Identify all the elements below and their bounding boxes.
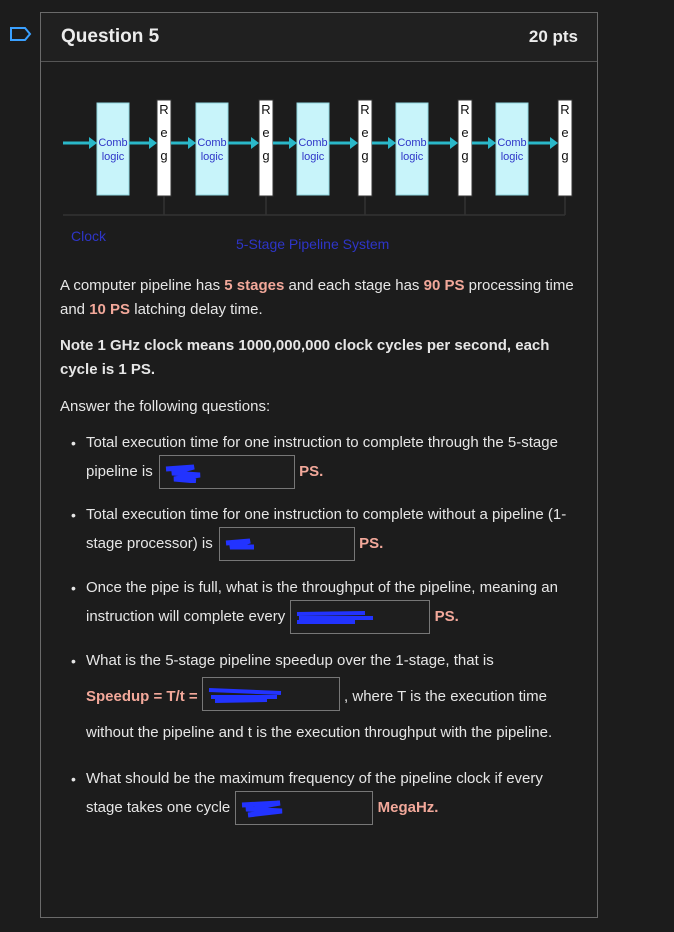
clock-label: Clock — [71, 228, 107, 244]
unit-label-2: PS. — [359, 534, 384, 552]
clock-note: Note 1 GHz clock means 1000,000,000 clock cycles per second, each cycle is 1 PS. — [60, 337, 550, 378]
arrow-head-icon — [289, 137, 297, 149]
unit-label-3: PS. — [434, 607, 459, 625]
answer-input-1[interactable] — [159, 455, 295, 489]
question-header — [41, 13, 597, 62]
comb-label: Comb — [98, 137, 128, 149]
arrow-head-icon — [188, 137, 196, 149]
reg-letter: g — [160, 148, 168, 163]
reg-letter: e — [461, 125, 469, 140]
question-item-4: • What is the 5-stage pipeline speedup over the 1-stage, that is Speedup = T/t = , where T is the execution time without the pipeline and t is the execution throughput with the pipeline. — [86, 649, 576, 745]
reg-letter: R — [261, 102, 271, 117]
answer-input-2[interactable] — [219, 527, 355, 561]
comb-logic-block — [496, 103, 528, 195]
reg-letter: R — [360, 102, 370, 117]
arrow-head-icon — [89, 137, 97, 149]
reg-letter: R — [460, 102, 470, 117]
bullet-dot-icon: • — [71, 580, 76, 596]
comb-label: Comb — [397, 137, 427, 149]
question-item-3: • Once the pipe is full, what is the throughput of the pipeline, meaning an instruction will complete every PS. — [86, 576, 576, 634]
logic-label: logic — [101, 151, 125, 163]
answer-input-3[interactable] — [290, 600, 430, 634]
question-item-1: • Total execution time for one instruction to complete through the 5-stage pipeline is PS. — [86, 431, 576, 489]
question-title: Question 5 — [61, 26, 160, 47]
latch-delay-highlight: 10 PS — [89, 301, 131, 318]
comb-logic-block — [97, 103, 129, 195]
bullet-dot-icon: • — [71, 435, 76, 451]
question-item-5: • What should be the maximum frequency of the pipeline clock if every stage takes one cycle MegaHz. — [86, 767, 576, 825]
answer-prompt: Answer the following questions: — [60, 398, 271, 415]
logic-label: logic — [301, 151, 325, 163]
diagram-caption: 5-Stage Pipeline System — [236, 236, 390, 252]
arrow-head-icon — [488, 137, 496, 149]
reg-letter: R — [560, 102, 570, 117]
question-item-2: • Total execution time for one instruction to complete without a pipeline (1-stage processor) is PS. — [86, 503, 576, 561]
intro-paragraph: A computer pipeline has 5 stages and each stage has 90 PS processing time and 10 PS latching delay time. — [60, 277, 574, 318]
question-points: 20 pts — [528, 27, 578, 46]
bullet-dot-icon: • — [71, 771, 76, 787]
register-block — [157, 100, 171, 196]
comb-label: Comb — [197, 137, 227, 149]
comb-logic-block — [297, 103, 329, 195]
arrow-head-icon — [388, 137, 396, 149]
answer-input-5[interactable] — [235, 791, 373, 825]
register-block — [259, 100, 273, 196]
reg-letter: g — [461, 148, 469, 163]
logic-label: logic — [200, 151, 224, 163]
register-block — [458, 100, 472, 196]
question-card — [40, 12, 598, 918]
logic-label: logic — [500, 151, 524, 163]
logic-label: logic — [400, 151, 424, 163]
unit-label-5: MegaHz. — [377, 798, 439, 816]
comb-label: Comb — [298, 137, 328, 149]
register-block — [358, 100, 372, 196]
bookmark-icon[interactable] — [10, 27, 32, 41]
reg-letter: g — [361, 148, 369, 163]
reg-letter: g — [561, 148, 569, 163]
reg-letter: e — [361, 125, 369, 140]
speedup-formula: Speedup = T/t = — [86, 687, 198, 705]
reg-letter: e — [160, 125, 168, 140]
comb-label: Comb — [497, 137, 527, 149]
arrow-head-icon — [450, 137, 458, 149]
reg-letter: e — [561, 125, 569, 140]
comb-logic-block — [196, 103, 228, 195]
pipeline-diagram — [63, 83, 583, 263]
reg-letter: e — [262, 125, 270, 140]
arrow-head-icon — [350, 137, 358, 149]
arrow-head-icon — [251, 137, 259, 149]
bullet-dot-icon: • — [71, 653, 76, 669]
unit-label-1: PS. — [299, 462, 324, 480]
stages-highlight: 5 stages — [224, 277, 285, 294]
bullet-dot-icon: • — [71, 507, 76, 523]
reg-letter: g — [262, 148, 270, 163]
arrow-head-icon — [550, 137, 558, 149]
reg-letter: R — [159, 102, 169, 117]
arrow-head-icon — [149, 137, 157, 149]
comb-logic-block — [396, 103, 428, 195]
register-block — [558, 100, 572, 196]
processing-time-highlight: 90 PS — [423, 277, 465, 294]
answer-input-4[interactable] — [202, 677, 340, 711]
